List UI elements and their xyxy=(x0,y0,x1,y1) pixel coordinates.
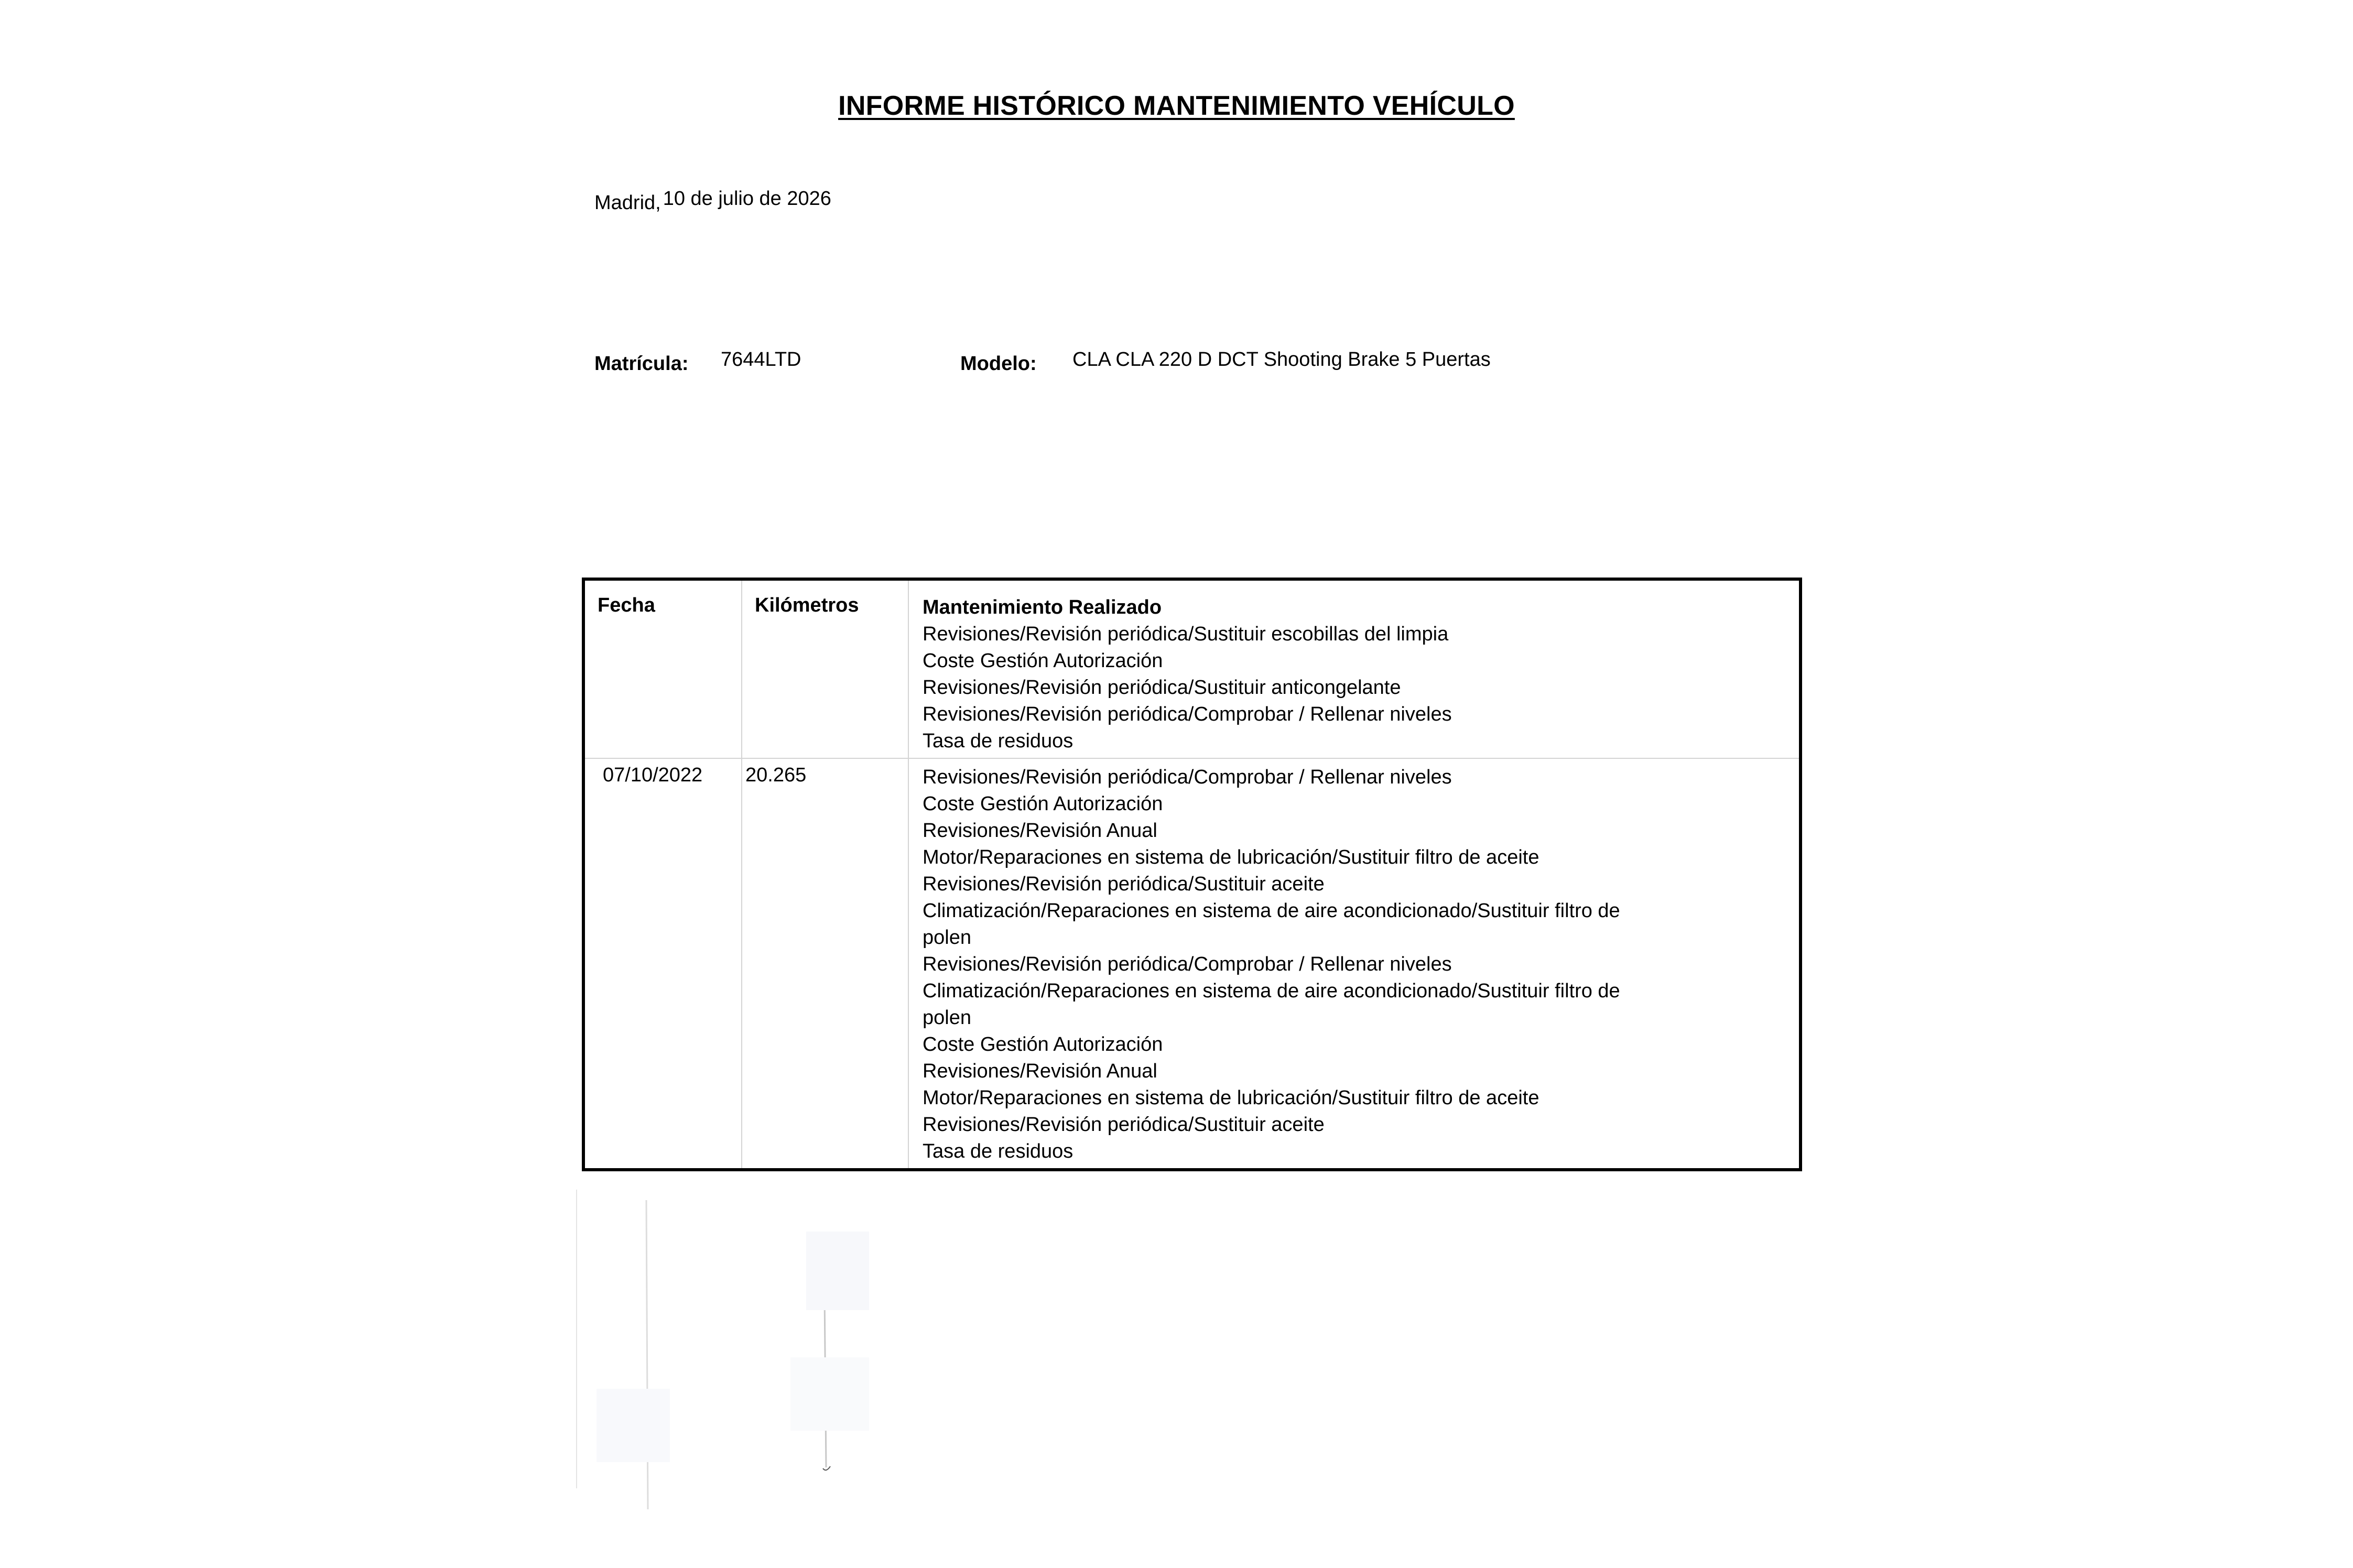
maintenance-item: Tasa de residuos xyxy=(923,1140,1074,1162)
fecha-cell: 07/10/2022 xyxy=(583,758,742,1170)
model-label: Modelo: xyxy=(960,353,1037,375)
maintenance-item: Coste Gestión Autorización xyxy=(923,650,1163,672)
maintenance-cell xyxy=(908,579,1801,758)
signature-area xyxy=(576,1190,880,1515)
maintenance-item: Motor/Reparaciones en sistema de lubricación/Sustituir filtro de aceite xyxy=(923,1087,1539,1109)
maintenance-table xyxy=(582,578,1802,1171)
plate-value: 7644LTD xyxy=(721,349,801,371)
maintenance-item: Revisiones/Revisión periódica/Comprobar / Rellenar niveles xyxy=(923,703,1452,725)
maintenance-item: Revisiones/Revisión periódica/Sustituir aceite xyxy=(923,1114,1325,1136)
maintenance-item: Revisiones/Revisión periódica/Comprobar / Rellenar niveles xyxy=(923,766,1452,788)
maintenance-item: Climatización/Reparaciones en sistema de aire acondicionado/Sustituir filtro de polen xyxy=(923,980,1620,1029)
maintenance-cell xyxy=(908,758,1801,1170)
maintenance-item: Revisiones/Revisión Anual xyxy=(923,1060,1157,1082)
report-title: INFORME HISTÓRICO MANTENIMIENTO VEHÍCULO xyxy=(838,91,1515,121)
model-value: CLA CLA 220 D DCT Shooting Brake 5 Puertas xyxy=(1072,349,1491,371)
maintenance-item: Tasa de residuos xyxy=(923,730,1074,752)
report-date: 10 de julio de 2026 xyxy=(663,188,831,210)
maintenance-item: Coste Gestión Autorización xyxy=(923,1033,1163,1055)
maintenance-item: Motor/Reparaciones en sistema de lubricación/Sustituir filtro de aceite xyxy=(923,846,1539,868)
maintenance-item: Coste Gestión Autorización xyxy=(923,793,1163,815)
table-row xyxy=(583,758,1801,1170)
maintenance-list xyxy=(923,621,1799,755)
maintenance-item: Revisiones/Revisión periódica/Sustituir escobillas del limpia xyxy=(923,623,1449,645)
plate-label: Matrícula: xyxy=(594,353,689,375)
kilometros-cell: 20.265 xyxy=(742,758,908,1170)
header-mantenimiento: Mantenimiento Realizado xyxy=(923,596,1162,618)
maintenance-item: Revisiones/Revisión periódica/Comprobar / Rellenar niveles xyxy=(923,953,1452,975)
header-kilometros: Kilómetros xyxy=(742,579,908,758)
maintenance-item: Revisiones/Revisión periódica/Sustituir anticongelante xyxy=(923,677,1401,699)
maintenance-item: Revisiones/Revisión Anual xyxy=(923,820,1157,842)
place-date xyxy=(594,188,831,214)
maintenance-item: Revisiones/Revisión periódica/Sustituir aceite xyxy=(923,873,1325,895)
signature-mark xyxy=(576,1190,880,1515)
table-row xyxy=(583,579,1801,758)
maintenance-list xyxy=(923,764,1799,1165)
maintenance-item: Climatización/Reparaciones en sistema de aire acondicionado/Sustituir filtro de polen xyxy=(923,900,1620,949)
header-fecha: Fecha xyxy=(583,579,742,758)
city: Madrid, xyxy=(594,192,661,214)
